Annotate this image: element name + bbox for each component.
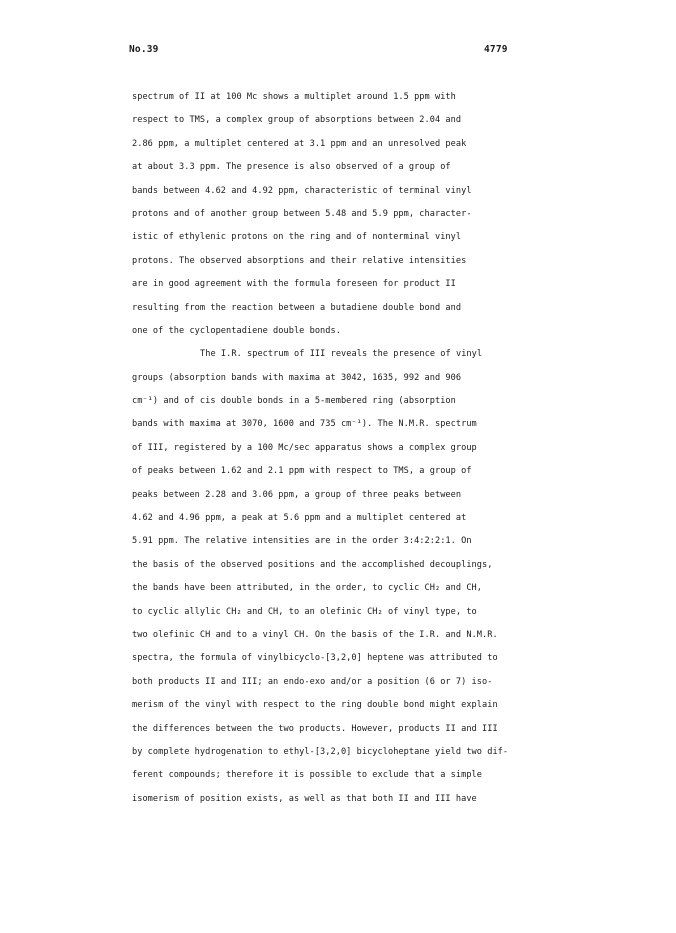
text-line: protons and of another group between 5.48 and 5.9 ppm, character-: [132, 208, 472, 219]
text-line: ferent compounds; therefore it is possible to exclude that a simple: [132, 770, 482, 781]
text-line: merism of the vinyl with respect to the ring double bond might explain: [132, 700, 498, 711]
text-line: resulting from the reaction between a butadiene double bond and: [132, 302, 462, 313]
text-line: 5.91 ppm. The relative intensities are in the order 3:4:2:2:1. On: [132, 536, 472, 547]
text-line: peaks between 2.28 and 3.06 ppm, a group of three peaks between: [132, 489, 462, 500]
text-line: one of the cyclopentadiene double bonds.: [132, 325, 341, 336]
text-line: the differences between the two products. However, products II and III: [132, 723, 498, 734]
page-number: 4779: [484, 44, 508, 55]
text-line: groups (absorption bands with maxima at 3042, 1635, 992 and 906: [132, 372, 462, 383]
text-line: 4.62 and 4.96 ppm, a peak at 5.6 ppm and a multiplet centered at: [132, 513, 467, 524]
text-line: bands with maxima at 3070, 1600 and 735 cm⁻¹). The N.M.R. spectrum: [132, 419, 477, 430]
text-line: spectrum of II at 100 Mc shows a multiplet around 1.5 ppm with: [132, 92, 456, 102]
text-line: 2.86 ppm, a multiplet centered at 3.1 ppm and an unresolved peak: [132, 138, 467, 149]
text-line: bands between 4.62 and 4.92 ppm, characteristic of terminal vinyl: [132, 185, 472, 196]
text-line: respect to TMS, a complex group of absorptions between 2.04 and: [132, 115, 462, 126]
text-line: cm⁻¹) and of cis double bonds in a 5-membered ring (absorption: [132, 396, 456, 407]
text-line: both products II and III; an endo-exo and/or a position (6 or 7) iso-: [132, 676, 493, 687]
text-line: at about 3.3 ppm. The presence is also observed of a group of: [132, 162, 451, 173]
text-line: by complete hydrogenation to ethyl-[3,2,0] bicycloheptane yield two dif-: [132, 746, 509, 757]
text-line: are in good agreement with the formula foreseen for product II: [132, 279, 456, 290]
text-line: of peaks between 1.62 and 2.1 ppm with respect to TMS, a group of: [132, 466, 472, 477]
text-line: spectra, the formula of vinylbicyclo-[3,2,0] heptene was attributed to: [132, 653, 498, 664]
journal-issue-number: No.39: [129, 44, 159, 55]
text-line: the basis of the observed positions and the accomplished decouplings,: [132, 559, 493, 570]
text-line: of III, registered by a 100 Mc/sec apparatus shows a complex group: [132, 442, 477, 453]
text-line: to cyclic allylic CH₂ and CH, to an olefinic CH₂ of vinyl type, to: [132, 606, 477, 617]
body-text: [132, 86, 532, 811]
paragraph-start-line: The I.R. spectrum of III reveals the presence of vinyl: [200, 349, 483, 360]
text-line: istic of ethylenic protons on the ring and of nonterminal vinyl: [132, 232, 462, 243]
text-line: isomerism of position exists, as well as that both II and III have: [132, 793, 477, 804]
text-line: protons. The observed absorptions and their relative intensities: [132, 255, 467, 266]
text-line: two olefinic CH and to a vinyl CH. On the basis of the I.R. and N.M.R.: [132, 629, 498, 640]
text-line: the bands have been attributed, in the order, to cyclic CH₂ and CH,: [132, 583, 482, 594]
